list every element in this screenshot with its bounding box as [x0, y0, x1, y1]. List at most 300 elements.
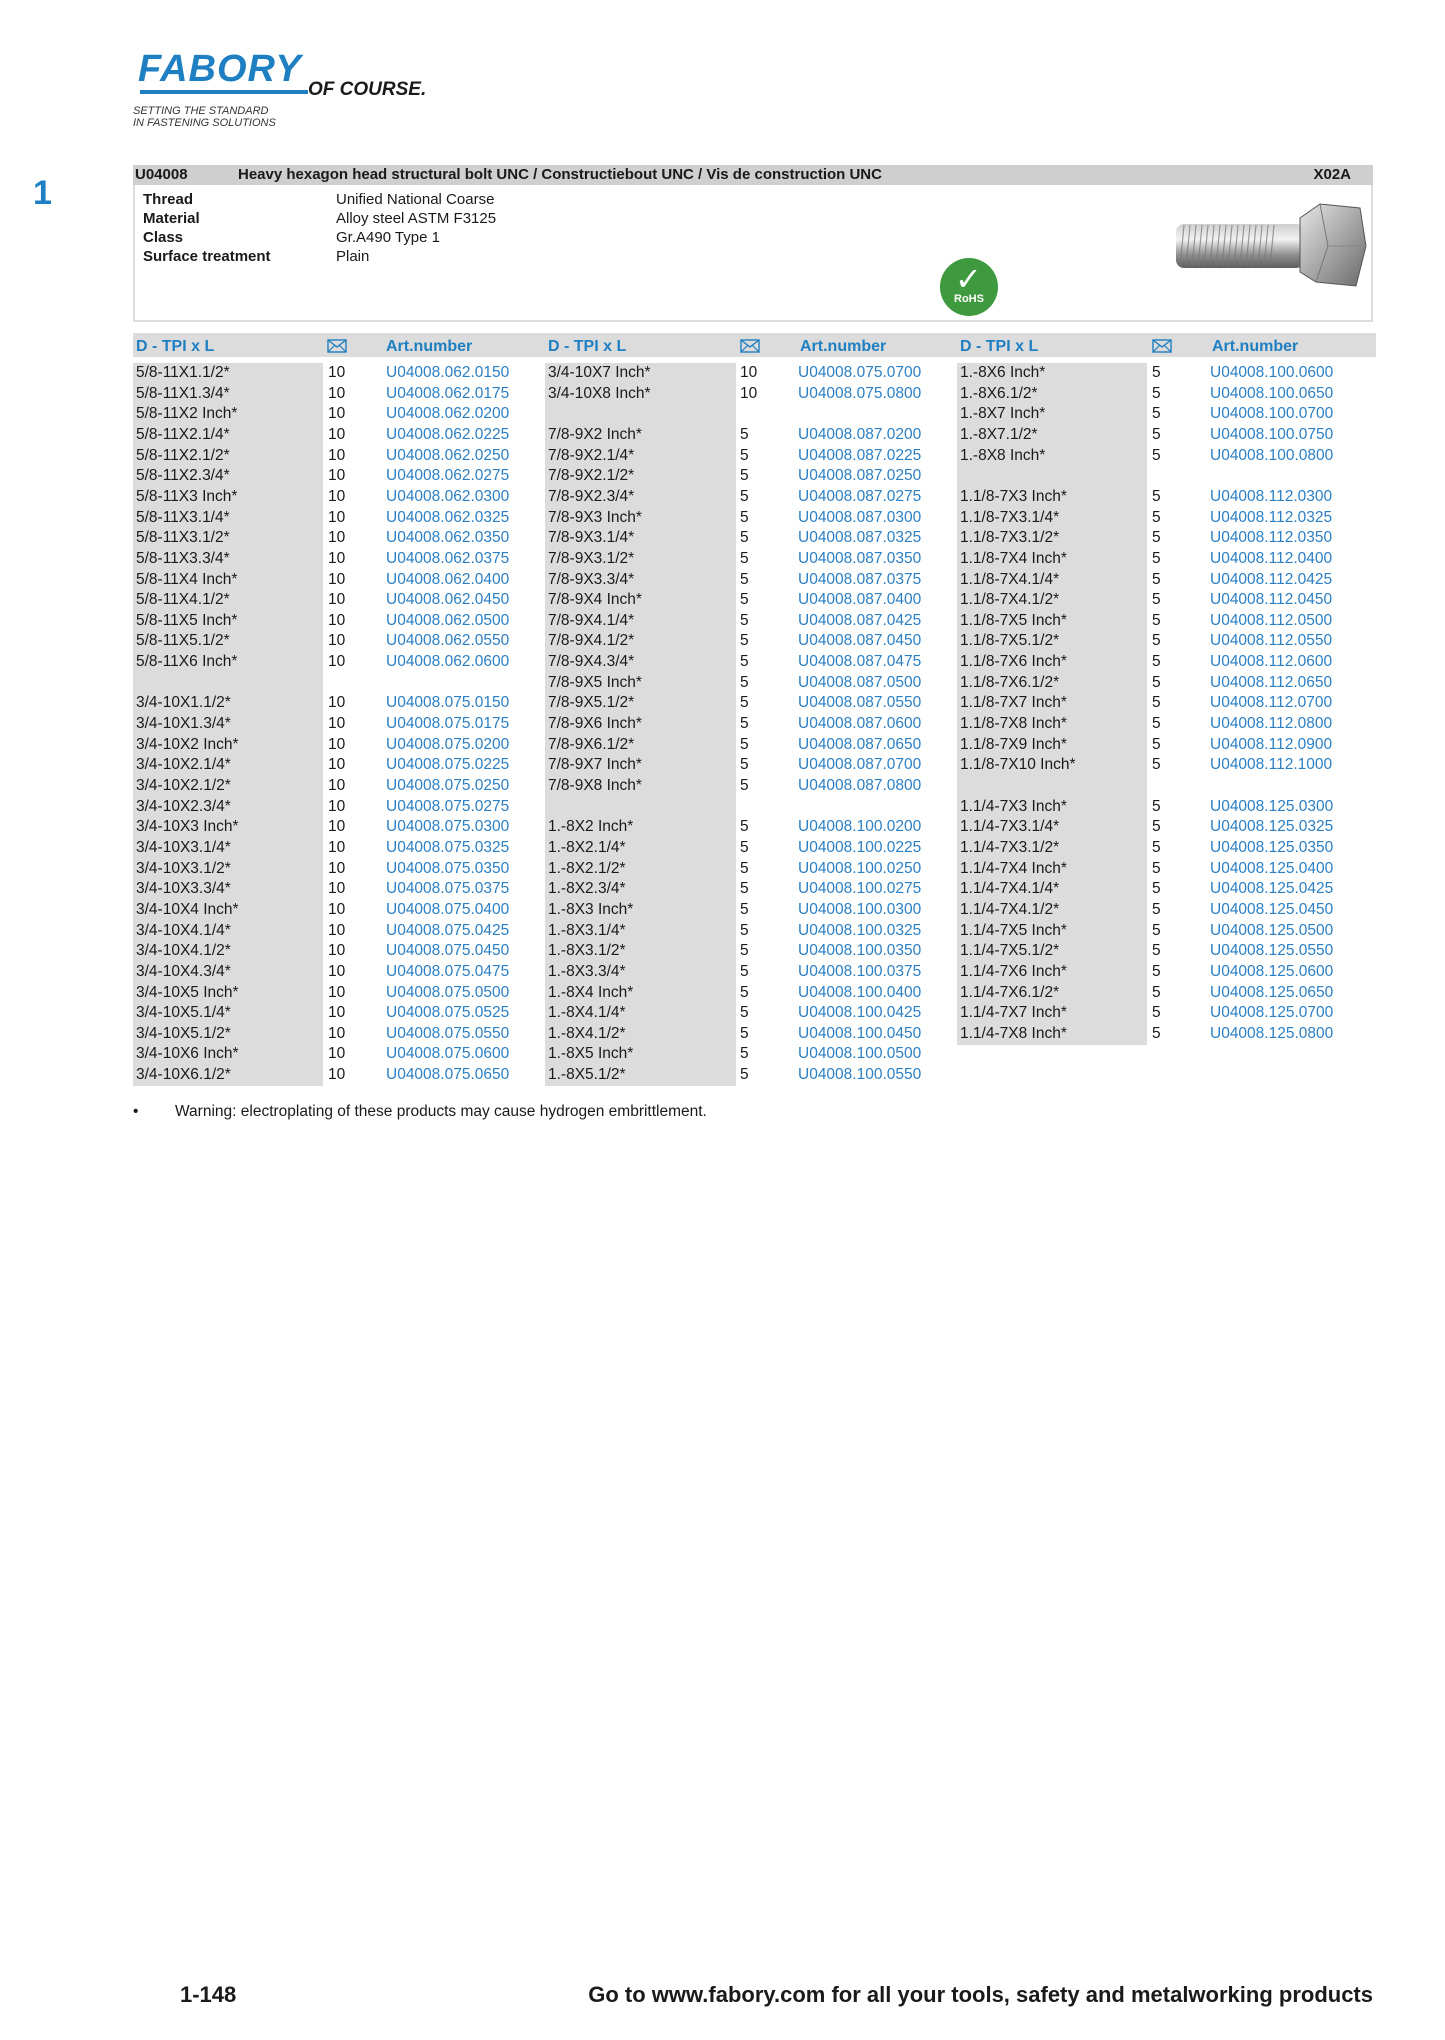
row-description: 3/4-10X1.1/2*: [136, 694, 231, 712]
row-article-link[interactable]: U04008.075.0650: [386, 1066, 510, 1084]
row-article-link[interactable]: U04008.100.0550: [798, 1066, 922, 1084]
row-quantity: 5: [1152, 1024, 1161, 1042]
col-header-desc: D - TPI x L: [548, 338, 627, 355]
row-article-link[interactable]: U04008.062.0375: [386, 549, 510, 567]
row-description: 1.1/4-7X4.1/4*: [960, 880, 1060, 898]
row-description: 7/8-9X4.1/4*: [548, 611, 635, 629]
row-quantity: 5: [740, 1066, 749, 1084]
row-description: 7/8-9X8 Inch*: [548, 777, 642, 794]
row-quantity: 10: [328, 405, 346, 423]
row-article-link[interactable]: U04008.062.0150: [386, 364, 510, 381]
spec-label: Thread: [143, 191, 194, 208]
row-quantity: 5: [1152, 591, 1161, 609]
row-article-link[interactable]: U04008.062.0400: [386, 570, 510, 588]
row-article-link[interactable]: U04008.062.0200: [386, 405, 510, 423]
row-quantity: 5: [1152, 715, 1161, 733]
logo-slogan: OF COURSE.: [308, 79, 427, 100]
row-article-link[interactable]: U04008.112.0900: [1210, 735, 1333, 753]
row-quantity: 10: [328, 838, 346, 856]
row-article-link[interactable]: U04008.062.0225: [386, 425, 510, 443]
row-description: 3/4-10X4.3/4*: [136, 962, 231, 980]
row-description: 1.-8X3.1/4*: [548, 921, 626, 939]
row-quantity: 10: [328, 653, 346, 671]
row-article-link[interactable]: U04008.125.0550: [1210, 942, 1334, 960]
row-article-link[interactable]: U04008.087.0350: [798, 549, 922, 567]
row-quantity: 10: [328, 384, 346, 402]
row-article-link[interactable]: U04008.100.0425: [798, 1004, 922, 1022]
row-article-link[interactable]: U04008.062.0300: [386, 487, 510, 505]
row-quantity: 5: [1152, 508, 1161, 526]
row-article-link[interactable]: U04008.075.0300: [386, 818, 510, 836]
row-quantity: 5: [1152, 405, 1161, 423]
row-description: 7/8-9X4.1/2*: [548, 632, 635, 650]
row-article-link[interactable]: U04008.112.0450: [1210, 591, 1333, 609]
row-description: 3/4-10X3.1/4*: [136, 838, 231, 856]
row-description: 1.-8X6.1/2*: [960, 384, 1038, 402]
row-quantity: 5: [1152, 756, 1161, 774]
row-description: 1.1/4-7X4.1/2*: [960, 900, 1060, 918]
row-article-link[interactable]: U04008.075.0450: [386, 942, 510, 960]
row-article-link[interactable]: U04008.087.0550: [798, 694, 922, 712]
row-quantity: 5: [1152, 921, 1161, 939]
row-article-link[interactable]: U04008.112.0700: [1210, 694, 1333, 712]
row-quantity: 5: [1152, 962, 1161, 980]
row-quantity: 5: [740, 715, 749, 733]
row-quantity: 10: [328, 529, 346, 547]
row-description: 1.1/4-7X4 Inch*: [960, 859, 1067, 877]
row-quantity: 5: [1152, 818, 1161, 836]
row-article-link[interactable]: U04008.075.0400: [386, 900, 510, 918]
col-header-desc: D - TPI x L: [960, 338, 1039, 355]
row-article-link[interactable]: U04008.087.0200: [798, 425, 922, 443]
row-quantity: 5: [740, 653, 749, 671]
row-description: 7/8-9X5 Inch*: [548, 673, 642, 691]
row-description: 7/8-9X3.1/4*: [548, 529, 635, 547]
spec-label: Surface treatment: [143, 248, 271, 265]
row-quantity: 5: [740, 777, 749, 794]
row-description: 7/8-9X2.1/4*: [548, 446, 635, 464]
row-description: 1.1/4-7X5.1/2*: [960, 942, 1060, 960]
row-article-link[interactable]: U04008.062.0275: [386, 467, 510, 485]
row-description: 1.1/8-7X4.1/4*: [960, 570, 1060, 588]
row-article-link[interactable]: U04008.062.0550: [386, 632, 510, 650]
row-description: 1.-8X8 Inch*: [960, 446, 1046, 464]
row-quantity: 10: [328, 735, 346, 753]
row-quantity: 10: [328, 1066, 346, 1084]
row-article-link[interactable]: U04008.112.0400: [1210, 549, 1333, 567]
row-article-link[interactable]: U04008.100.0750: [1210, 425, 1334, 443]
row-quantity: 5: [740, 859, 749, 877]
row-quantity: 5: [1152, 446, 1161, 464]
row-quantity: 5: [1152, 425, 1161, 443]
row-article-link[interactable]: U04008.087.0800: [798, 777, 922, 794]
row-description: 1.1/8-7X6 Inch*: [960, 653, 1067, 671]
row-description: 3/4-10X8 Inch*: [548, 384, 651, 402]
row-description: 1.-8X2 Inch*: [548, 818, 634, 836]
row-article-link[interactable]: U04008.100.0375: [798, 962, 922, 980]
row-quantity: 5: [1152, 942, 1161, 960]
row-description: 1.1/8-7X4.1/2*: [960, 591, 1060, 609]
row-description: 1.1/8-7X3 Inch*: [960, 487, 1067, 505]
row-article-link[interactable]: U04008.100.0650: [1210, 384, 1334, 402]
row-description: 3/4-10X7 Inch*: [548, 364, 651, 381]
row-description: 3/4-10X6 Inch*: [136, 1045, 239, 1063]
row-quantity: 5: [740, 673, 749, 691]
row-article-link[interactable]: U04008.062.0250: [386, 446, 510, 464]
row-article-link[interactable]: U04008.125.0650: [1210, 983, 1334, 1001]
row-description: 7/8-9X3.3/4*: [548, 570, 635, 588]
row-description: 1.1/4-7X6.1/2*: [960, 983, 1060, 1001]
row-description: 3/4-10X3 Inch*: [136, 818, 239, 836]
row-quantity: 5: [1152, 838, 1161, 856]
row-description: 1.1/4-7X3.1/4*: [960, 818, 1060, 836]
row-article-link[interactable]: U04008.112.0650: [1210, 673, 1333, 691]
row-quantity: 5: [1152, 611, 1161, 629]
row-description: 1.-8X4.1/4*: [548, 1004, 626, 1022]
row-article-link[interactable]: U04008.100.0600: [1210, 364, 1334, 381]
row-description: 1.1/8-7X9 Inch*: [960, 735, 1067, 753]
row-article-link[interactable]: U04008.125.0600: [1210, 962, 1334, 980]
row-quantity: 10: [328, 591, 346, 609]
row-quantity: 5: [740, 880, 749, 898]
row-description: 1.-8X7.1/2*: [960, 425, 1038, 443]
row-quantity: 5: [1152, 549, 1161, 567]
row-description: 5/8-11X6 Inch*: [136, 653, 238, 671]
row-description: 3/4-10X4.1/2*: [136, 942, 231, 960]
row-quantity: 10: [328, 694, 346, 712]
spec-label: Class: [143, 229, 184, 246]
row-description: 7/8-9X2.1/2*: [548, 467, 635, 485]
row-article-link[interactable]: U04008.075.0600: [386, 1045, 510, 1063]
row-description: 5/8-11X4.1/2*: [136, 591, 230, 609]
row-article-link[interactable]: U04008.087.0600: [798, 715, 922, 733]
row-description: 1.-8X3.3/4*: [548, 962, 626, 980]
row-article-link[interactable]: U04008.125.0500: [1210, 921, 1334, 939]
row-quantity: 5: [740, 942, 749, 960]
row-description: 1.1/8-7X6.1/2*: [960, 673, 1060, 691]
row-quantity: 5: [740, 611, 749, 629]
row-description: 3/4-10X2.3/4*: [136, 797, 231, 815]
row-quantity: 10: [328, 364, 346, 381]
row-article-link[interactable]: U04008.100.0800: [1210, 446, 1334, 464]
row-article-link[interactable]: U04008.087.0500: [798, 673, 922, 691]
logo-tagline-line-2: IN FASTENING SOLUTIONS: [133, 117, 276, 129]
row-quantity: 5: [1152, 384, 1161, 402]
row-quantity: 5: [740, 446, 749, 464]
row-article-link[interactable]: U04008.075.0525: [386, 1004, 510, 1022]
row-quantity: 5: [1152, 694, 1161, 712]
row-description: 1.-8X7 Inch*: [960, 405, 1046, 423]
chapter-number: 1: [33, 174, 52, 212]
row-description: 1.-8X3 Inch*: [548, 900, 634, 918]
row-quantity: 5: [740, 1004, 749, 1022]
row-article-link[interactable]: U04008.100.0200: [798, 818, 922, 836]
row-description: 5/8-11X2.1/2*: [136, 446, 230, 464]
row-description: 1.-8X3.1/2*: [548, 942, 626, 960]
row-article-link[interactable]: U04008.075.0500: [386, 983, 510, 1001]
row-quantity: 5: [1152, 487, 1161, 505]
row-article-link[interactable]: U04008.125.0350: [1210, 838, 1334, 856]
row-quantity: 10: [328, 983, 346, 1001]
row-quantity: 5: [740, 1024, 749, 1042]
row-description: 3/4-10X3.1/2*: [136, 859, 231, 877]
row-description: 3/4-10X5 Inch*: [136, 983, 239, 1001]
row-description: 3/4-10X3.3/4*: [136, 880, 231, 898]
spec-value: Alloy steel ASTM F3125: [336, 210, 497, 227]
row-article-link[interactable]: U04008.075.0275: [386, 797, 510, 815]
row-description: 3/4-10X5.1/2*: [136, 1024, 231, 1042]
row-description: 7/8-9X3 Inch*: [548, 508, 642, 526]
row-article-link[interactable]: U04008.112.0425: [1210, 570, 1333, 588]
row-description: 1.-8X5 Inch*: [548, 1045, 634, 1063]
row-article-link[interactable]: U04008.087.0325: [798, 529, 922, 547]
row-article-link[interactable]: U04008.100.0300: [798, 900, 922, 918]
row-description: 1.1/4-7X8 Inch*: [960, 1024, 1067, 1042]
row-article-link[interactable]: U04008.087.0225: [798, 446, 922, 464]
row-quantity: 5: [1152, 983, 1161, 1001]
row-article-link[interactable]: U04008.100.0500: [798, 1045, 922, 1063]
row-quantity: 5: [740, 508, 749, 526]
row-description: 3/4-10X5.1/4*: [136, 1004, 231, 1022]
brand-logo: FABORY: [138, 48, 302, 90]
row-article-link[interactable]: U04008.112.0350: [1210, 529, 1333, 547]
row-description: 7/8-9X7 Inch*: [548, 756, 642, 774]
row-quantity: 10: [328, 632, 346, 650]
row-article-link[interactable]: U04008.112.0600: [1210, 653, 1333, 671]
row-description: 5/8-11X2 Inch*: [136, 405, 238, 423]
row-quantity: 5: [740, 425, 749, 443]
row-quantity: 5: [1152, 653, 1161, 671]
row-description: 5/8-11X3.3/4*: [136, 549, 230, 567]
row-article-link[interactable]: U04008.087.0400: [798, 591, 922, 609]
row-article-link[interactable]: U04008.125.0700: [1210, 1004, 1334, 1022]
row-article-link[interactable]: U04008.075.0225: [386, 756, 510, 774]
row-quantity: 10: [328, 570, 346, 588]
logo-tagline: [133, 105, 276, 129]
row-article-link[interactable]: U04008.075.0175: [386, 715, 510, 733]
row-article-link[interactable]: U04008.087.0250: [798, 467, 922, 485]
row-quantity: 5: [740, 549, 749, 567]
row-description: 3/4-10X2.1/2*: [136, 777, 231, 794]
row-article-link[interactable]: U04008.075.0200: [386, 735, 510, 753]
row-quantity: 10: [328, 549, 346, 567]
row-description: 7/8-9X6 Inch*: [548, 715, 642, 733]
row-article-link[interactable]: U04008.062.0175: [386, 384, 510, 402]
row-article-link[interactable]: U04008.125.0800: [1210, 1024, 1334, 1042]
row-description: 1.-8X6 Inch*: [960, 364, 1046, 381]
row-article-link[interactable]: U04008.075.0700: [798, 364, 922, 381]
row-quantity: 5: [1152, 797, 1161, 815]
row-article-link[interactable]: U04008.087.0375: [798, 570, 922, 588]
row-description: 1.-8X5.1/2*: [548, 1066, 626, 1084]
row-article-link[interactable]: U04008.112.1000: [1210, 756, 1333, 774]
row-quantity: 5: [740, 694, 749, 712]
row-article-link[interactable]: U04008.062.0600: [386, 653, 510, 671]
col-header-art: Art.number: [386, 338, 473, 355]
row-description: 5/8-11X3.1/2*: [136, 529, 230, 547]
row-quantity: 5: [1152, 1004, 1161, 1022]
row-article-link[interactable]: U04008.100.0250: [798, 859, 922, 877]
row-description: 5/8-11X2.1/4*: [136, 425, 230, 443]
row-article-link[interactable]: U04008.075.0475: [386, 962, 510, 980]
col-header-art: Art.number: [800, 338, 887, 355]
row-description: 1.1/8-7X3.1/4*: [960, 508, 1060, 526]
row-article-link[interactable]: U04008.125.0450: [1210, 900, 1334, 918]
row-quantity: 10: [328, 859, 346, 877]
footer-website-link[interactable]: Go to www.fabory.com for all your tools, safety and metalworking products: [588, 1982, 1373, 2007]
row-quantity: 5: [1152, 880, 1161, 898]
row-quantity: 5: [1152, 570, 1161, 588]
row-quantity: 5: [740, 818, 749, 836]
row-description: 3/4-10X2 Inch*: [136, 735, 239, 753]
row-quantity: 10: [328, 425, 346, 443]
row-quantity: 10: [328, 487, 346, 505]
row-article-link[interactable]: U04008.125.0425: [1210, 880, 1334, 898]
row-quantity: 5: [740, 962, 749, 980]
col-header-art: Art.number: [1212, 338, 1299, 355]
row-quantity: 5: [1152, 364, 1161, 381]
row-description: 7/8-9X3.1/2*: [548, 549, 635, 567]
row-quantity: 5: [740, 487, 749, 505]
package-quantity-icon: [327, 339, 347, 353]
row-article-link[interactable]: U04008.075.0425: [386, 921, 510, 939]
row-quantity: 10: [328, 900, 346, 918]
row-quantity: 5: [740, 1045, 749, 1063]
row-article-link[interactable]: U04008.087.0425: [798, 611, 922, 629]
product-header-bar: [133, 165, 1373, 185]
row-article-link[interactable]: U04008.087.0450: [798, 632, 922, 650]
row-quantity: 5: [740, 529, 749, 547]
row-quantity: 5: [740, 756, 749, 774]
row-description: 1.1/8-7X5 Inch*: [960, 611, 1067, 629]
row-description: 1.1/8-7X5.1/2*: [960, 632, 1060, 650]
row-quantity: 5: [1152, 735, 1161, 753]
row-description: 1.-8X4 Inch*: [548, 983, 634, 1001]
row-article-link[interactable]: U04008.100.0400: [798, 983, 922, 1001]
row-description: 3/4-10X4.1/4*: [136, 921, 231, 939]
row-article-link[interactable]: U04008.087.0650: [798, 735, 922, 753]
row-article-link[interactable]: U04008.100.0225: [798, 838, 922, 856]
product-ref: X02A: [1313, 166, 1351, 183]
row-quantity: 5: [740, 591, 749, 609]
logo-underline: [140, 90, 308, 94]
row-quantity: 5: [1152, 632, 1161, 650]
row-quantity: 10: [328, 715, 346, 733]
row-article-link[interactable]: U04008.075.0150: [386, 694, 510, 712]
row-description: 7/8-9X6.1/2*: [548, 735, 635, 753]
row-article-link[interactable]: U04008.112.0800: [1210, 715, 1333, 733]
spec-value: Gr.A490 Type 1: [336, 229, 440, 246]
row-description: 1.1/4-7X5 Inch*: [960, 921, 1067, 939]
row-description: 3/4-10X2.1/4*: [136, 756, 231, 774]
row-article-link[interactable]: U04008.125.0325: [1210, 818, 1334, 836]
row-quantity: 5: [740, 735, 749, 753]
row-description: 5/8-11X1.3/4*: [136, 384, 230, 402]
row-description: 1.-8X2.1/2*: [548, 859, 626, 877]
row-quantity: 10: [740, 384, 758, 402]
row-article-link[interactable]: U04008.087.0300: [798, 508, 922, 526]
row-article-link[interactable]: U04008.062.0450: [386, 591, 510, 609]
row-description: 5/8-11X3 Inch*: [136, 487, 238, 505]
row-quantity: 10: [328, 818, 346, 836]
row-article-link[interactable]: U04008.100.0450: [798, 1024, 922, 1042]
row-quantity: 5: [740, 570, 749, 588]
logo-tagline-line-1: SETTING THE STANDARD: [133, 105, 269, 117]
row-article-link[interactable]: U04008.100.0700: [1210, 405, 1334, 423]
row-quantity: 10: [328, 1024, 346, 1042]
row-article-link[interactable]: U04008.075.0325: [386, 838, 510, 856]
row-article-link[interactable]: U04008.112.0550: [1210, 632, 1333, 650]
note-text: Warning: electroplating of these products may cause hydrogen embrittlement.: [175, 1103, 707, 1120]
row-quantity: 10: [328, 611, 346, 629]
row-quantity: 10: [328, 880, 346, 898]
row-quantity: 5: [740, 838, 749, 856]
row-quantity: 5: [1152, 859, 1161, 877]
row-article-link[interactable]: U04008.075.0800: [798, 384, 922, 402]
row-quantity: 10: [328, 777, 346, 794]
row-description: 1.1/8-7X8 Inch*: [960, 715, 1067, 733]
row-article-link[interactable]: U04008.112.0500: [1210, 611, 1333, 629]
row-description: 1.1/4-7X3 Inch*: [960, 797, 1067, 815]
row-description: 5/8-11X3.1/4*: [136, 508, 230, 526]
row-article-link[interactable]: U04008.075.0250: [386, 777, 510, 794]
row-description: 7/8-9X5.1/2*: [548, 694, 635, 712]
row-description: 5/8-11X1.1/2*: [136, 364, 230, 381]
row-quantity: 5: [740, 467, 749, 485]
row-article-link[interactable]: U04008.087.0700: [798, 756, 922, 774]
row-quantity: 5: [740, 921, 749, 939]
row-quantity: 5: [1152, 673, 1161, 691]
row-article-link[interactable]: U04008.100.0325: [798, 921, 922, 939]
row-article-link[interactable]: U04008.075.0550: [386, 1024, 510, 1042]
check-icon: ✓: [955, 261, 982, 297]
row-description: 1.-8X2.3/4*: [548, 880, 626, 898]
row-article-link[interactable]: U04008.100.0275: [798, 880, 922, 898]
row-quantity: 10: [328, 756, 346, 774]
row-article-link[interactable]: U04008.062.0350: [386, 529, 510, 547]
rohs-badge-icon: [940, 258, 998, 316]
row-article-link[interactable]: U04008.112.0300: [1210, 487, 1333, 505]
row-description: 7/8-9X2 Inch*: [548, 425, 642, 443]
row-description: 1.1/4-7X7 Inch*: [960, 1004, 1067, 1022]
row-article-link[interactable]: U04008.075.0375: [386, 880, 510, 898]
row-quantity: 5: [1152, 900, 1161, 918]
note-bullet: •: [133, 1103, 139, 1120]
row-quantity: 10: [328, 962, 346, 980]
row-article-link[interactable]: U04008.125.0400: [1210, 859, 1334, 877]
row-article-link[interactable]: U04008.062.0325: [386, 508, 510, 526]
row-article-link[interactable]: U04008.062.0500: [386, 611, 510, 629]
row-article-link[interactable]: U04008.087.0275: [798, 487, 922, 505]
row-article-link[interactable]: U04008.087.0475: [798, 653, 922, 671]
row-description: 7/8-9X2.3/4*: [548, 487, 635, 505]
row-quantity: 5: [740, 632, 749, 650]
row-description: 3/4-10X1.3/4*: [136, 715, 231, 733]
row-article-link[interactable]: U04008.125.0300: [1210, 797, 1334, 815]
product-code: U04008: [135, 166, 188, 183]
row-description: 5/8-11X4 Inch*: [136, 570, 238, 588]
row-quantity: 10: [328, 1045, 346, 1063]
spec-value: Unified National Coarse: [336, 191, 495, 208]
col-header-desc: D - TPI x L: [136, 338, 215, 355]
row-quantity: 10: [328, 921, 346, 939]
row-article-link[interactable]: U04008.100.0350: [798, 942, 922, 960]
row-article-link[interactable]: U04008.075.0350: [386, 859, 510, 877]
package-quantity-icon: [1152, 339, 1172, 353]
row-article-link[interactable]: U04008.112.0325: [1210, 508, 1333, 526]
row-quantity: 5: [1152, 529, 1161, 547]
row-description: 1.1/8-7X3.1/2*: [960, 529, 1060, 547]
